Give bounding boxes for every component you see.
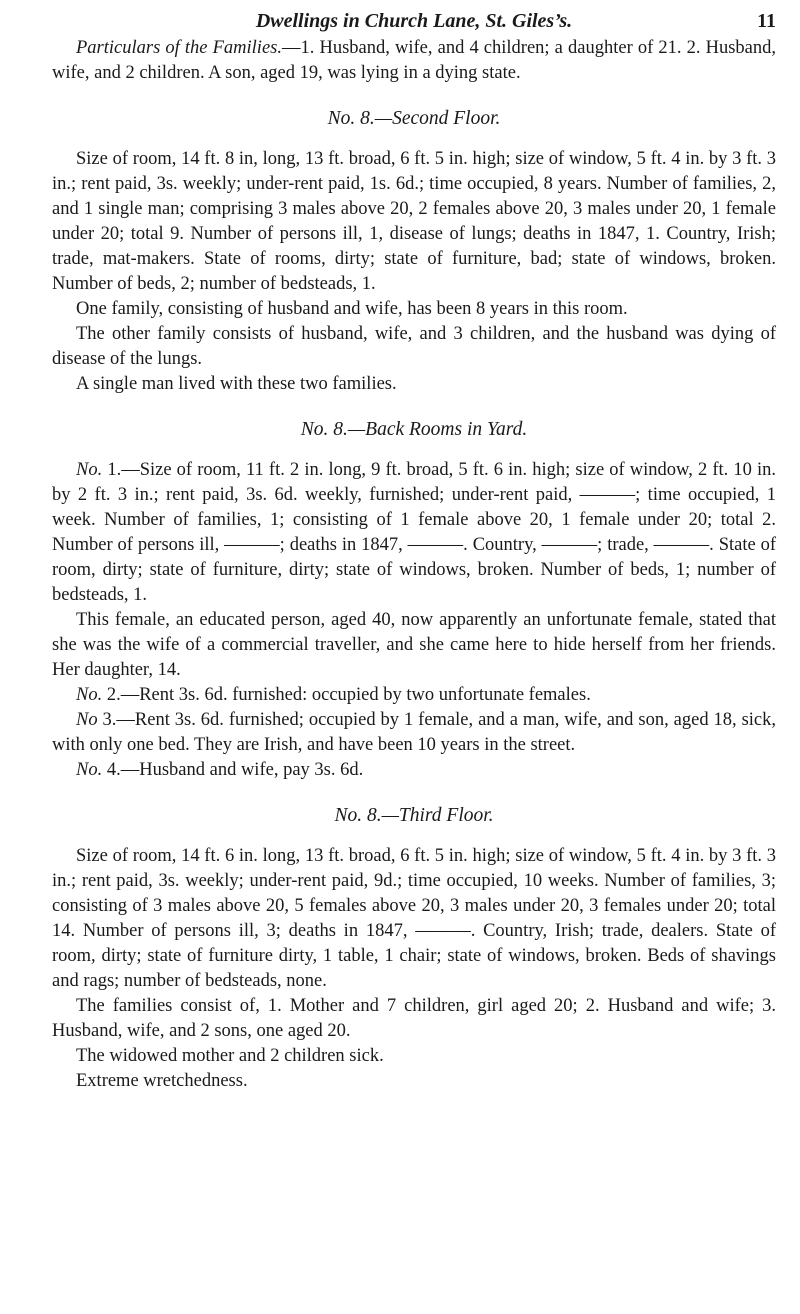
back-room-3-text: 3.—Rent 3s. 6d. furnished; occupied by 1 female, and a man, wife, and son, aged 18, sick, with only one bed. They are Irish, and have been 10 years in the street.: [52, 710, 776, 755]
families-intro-paragraph: [52, 36, 776, 86]
second-floor-single-man: A single man lived with these two families.: [76, 374, 397, 394]
page-number: 11: [757, 10, 776, 32]
second-floor-family-one: One family, consisting of husband and wife, has been 8 years in this room.: [76, 299, 628, 319]
third-floor-sickness: The widowed mother and 2 children sick.: [76, 1046, 384, 1066]
running-head-title: Dwellings in Church Lane, St. Giles’s.: [255, 10, 573, 32]
second-floor-family-two: The other family consists of husband, wife, and 3 children, and the husband was dying of disease of the lungs.: [52, 324, 776, 369]
families-intro-text: —1. Husband, wife, and 4 children; a daughter of 21. 2. Husband, wife, and 2 children. A son, aged 19, was lying in a dying state.: [52, 38, 776, 83]
families-intro-lead: Particulars of the Families.: [76, 38, 282, 58]
back-room-3-lead: No: [76, 710, 98, 730]
back-room-3: [52, 708, 776, 758]
back-rooms-heading: No. 8.—Back Rooms in Yard.: [300, 419, 528, 440]
second-floor-heading: No. 8.—Second Floor.: [327, 108, 501, 129]
back-room-1-text: 1.—Size of room, 11 ft. 2 in. long, 9 ft. broad, 5 ft. 6 in. high; size of window, 2 ft. 10 in. by 2 ft. 3 in.; rent paid, 3s. 6d. weekly, furnished; under-rent paid, ———; time occupied, 1 week. Number of families, 1; consisting of 1 female above 20, 1 female under 20; total 2. Number of persons ill, ———; deaths in 1847, ———. Country, ———; trade, ———. State of room, dirty; state of furniture, dirty; state of windows, broken. Number of beds, 1; number of bedsteads, 1.: [52, 460, 776, 605]
back-room-4-lead: No.: [76, 760, 103, 780]
third-floor-particulars: Size of room, 14 ft. 6 in. long, 13 ft. broad, 6 ft. 5 in. high; size of window, 5 ft. 4 in. by 3 ft. 3 in.; rent paid, 3s. weekly; under-rent paid, 9d.; time occupied, 10 weeks. Number of families, 3; consisting of 3 males above 20, 5 females above 20, 3 males under 20, 3 females under 20; total 14. Number of persons ill, 3; deaths in 1847, ———. Country, Irish; trade, dealers. State of room, dirty; state of furniture dirty, 1 table, 1 chair; state of windows, broken. Beds of shavings and rags; number of bedsteads, none.: [52, 846, 776, 991]
running-head: [52, 6, 776, 36]
back-room-2-text: 2.—Rent 3s. 6d. furnished: occupied by two unfortunate females.: [102, 685, 591, 705]
back-room-2-lead: No.: [76, 685, 103, 705]
second-floor-particulars: Size of room, 14 ft. 8 in, long, 13 ft. broad, 6 ft. 5 in. high; size of window, 5 ft. 4 in. by 3 ft. 3 in.; rent paid, 3s. weekly; under-rent paid, 1s. 6d.; time occupied, 8 years. Number of families, 2, and 1 single man; comprising 3 males above 20, 2 females above 20, 3 males under 20, 1 female under 20; total 9. Number of persons ill, 1, disease of lungs; deaths in 1847, 1. Country, Irish; trade, mat-makers. State of rooms, dirty; state of furniture, bad; state of windows, broken. Number of beds, 2; number of bedsteads, 1.: [52, 149, 776, 294]
back-room-1-particulars: [52, 458, 776, 608]
document-page: [52, 6, 776, 1094]
back-room-2: [52, 683, 776, 708]
third-floor-conclusion: Extreme wretchedness.: [76, 1071, 248, 1091]
back-room-4: [52, 758, 776, 783]
third-floor-heading: No. 8.—Third Floor.: [334, 805, 494, 826]
back-room-4-text: 4.—Husband and wife, pay 3s. 6d.: [102, 760, 364, 780]
back-room-1-lead: No.: [76, 460, 103, 480]
back-room-1-note: This female, an educated person, aged 40, now apparently an unfortunate female, stated that she was the wife of a commercial traveller, and she came here to hide herself from her friends. Her daughter, 14.: [52, 610, 776, 680]
third-floor-families: The families consist of, 1. Mother and 7 children, girl aged 20; 2. Husband and wife; 3. Husband, wife, and 2 sons, one aged 20.: [52, 996, 776, 1041]
